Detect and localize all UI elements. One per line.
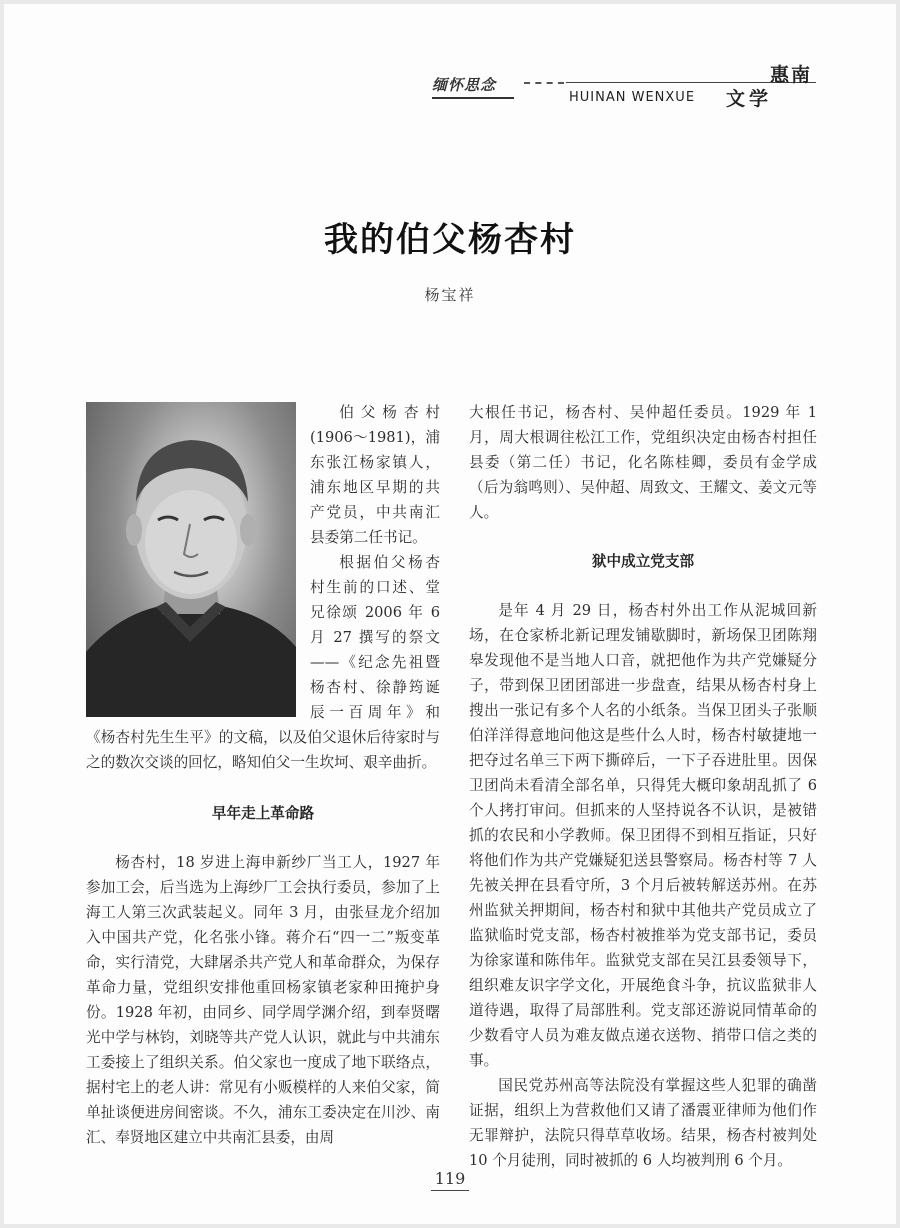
column-name: 缅怀思念 bbox=[432, 74, 514, 99]
section2-paragraph-1: 是年 4 月 29 日，杨杏村外出工作从泥城回新场，在仓家桥北新记理发铺歇脚时，新场保卫团陈翔皋发现他不是当地人口音，就把他作为共产党嫌疑分子，带到保卫团团部进一步盘查，结果从杨杏村身上搜出一张记有多个人名的小纸条。当保卫团头子张顺伯洋洋得意地问他这是些什么人时，杨杏村敏捷地一把夺过名单三下两下撕碎后，一下子吞进肚里。因保卫团尚未看清全部名单，只得凭大概印象胡乱抓了 6 个人拷打审问。但抓来的人坚持说各不认识，是被错抓的农民和小学教师。保卫团得不到相互指证，只好将他们作为共产党嫌疑犯送县警察局。杨杏村等 7 人先被关押在县看守所，3 个月后被转解送苏州。在苏州监狱关押期间，杨杏村和狱中其他共产党员成立了监狱临时党支部，杨杏村被推举为党支部书记，委员为徐家谨和陈伟年。监狱党支部在吴江县委领导下，组织难友识字学文化，开展绝食斗争，抗议监狱非人道待遇，取得了局部胜利。党支部还游说同情革命的少数看守人员为难友做点递衣送物、捎带口信之类的事。 bbox=[469, 602, 817, 1069]
header-dash-divider bbox=[524, 82, 564, 84]
portrait-photo bbox=[86, 402, 296, 717]
magazine-page bbox=[4, 4, 896, 1224]
article-author: 杨宝祥 bbox=[424, 286, 476, 304]
page-number-text: 119 bbox=[431, 1169, 470, 1191]
section-heading-1: 早年走上革命路 bbox=[211, 805, 315, 822]
right-column bbox=[469, 400, 817, 1173]
section1-paragraph-1: 杨杏村，18 岁进上海申新纱厂当工人，1927 年参加工会，后当选为上海纱厂工会执行委员，参加了上海工人第三次武装起义。同年 3 月，由张昼龙介绍加入中国共产党，化名张小锋。蒋介石“四一二”叛变革命，实行清党，大肆屠杀共产党人和革命群众，为保存革命力量，党组织安排他重回杨家镇老家种田掩护身份。1928 年初，由同乡、同学周学渊介绍，到奉贤曙光中学与林钧，刘晓等共产党人认识，就此与中共浦东工委接上了组织关系。伯父家也一度成了地下联络点，据村宅上的老人讲：常见有小贩模样的人来伯父家，简单扯谈便进房间密谈。不久，浦东工委决定在川沙、南汇、奉贤地区建立中共南汇县委，由周 bbox=[86, 854, 440, 1146]
continued-paragraph: 大根任书记，杨杏村、吴仲超任委员。1929 年 1 月，周大根调往松江工作，党组织决定由杨杏村担任县委（第二任）书记，化名陈桂卿，委员有金学成（后为翁鸣则）、吴仲超、周致文、王耀文、姜文元等人。 bbox=[469, 404, 817, 521]
magazine-name-chinese-top: 惠南 bbox=[770, 64, 813, 86]
article-title: 我的伯父杨杏村 bbox=[324, 220, 576, 260]
intro-paragraph-2: 根据伯父杨杏村生前的口述、堂兄徐颂 2006 年 6 月 27 撰写的祭文——《纪念先祖暨杨杏村、徐静筠诞辰一百周年》和《杨杏村先生生平》的文稿，以及伯父退休后待家时与之的数次交谈的回忆，略知伯父一生坎坷、艰辛曲折。 bbox=[86, 554, 440, 771]
magazine-name-english: HUINAN WENXUE bbox=[569, 90, 696, 105]
page-number bbox=[4, 1169, 896, 1188]
left-column bbox=[86, 400, 440, 1150]
magazine-name-chinese-bottom: 文学 bbox=[726, 88, 773, 110]
intro-paragraph-1: 伯父杨杏村(1906～1981)，浦东张江杨家镇人，浦东地区早期的共产党员，中共南汇县委第二任书记。 bbox=[310, 404, 440, 546]
section2-paragraph-2: 国民党苏州高等法院没有掌握这些人犯罪的确凿证据，组织上为营救他们又请了潘震亚律师为他们作无罪辩护，法院只得草草收场。结果，杨杏村被判处 10 个月徒刑，同时被抓的 6 人均被判刑 6 个月。 bbox=[469, 1077, 817, 1169]
section-heading-2: 狱中成立党支部 bbox=[591, 553, 695, 570]
